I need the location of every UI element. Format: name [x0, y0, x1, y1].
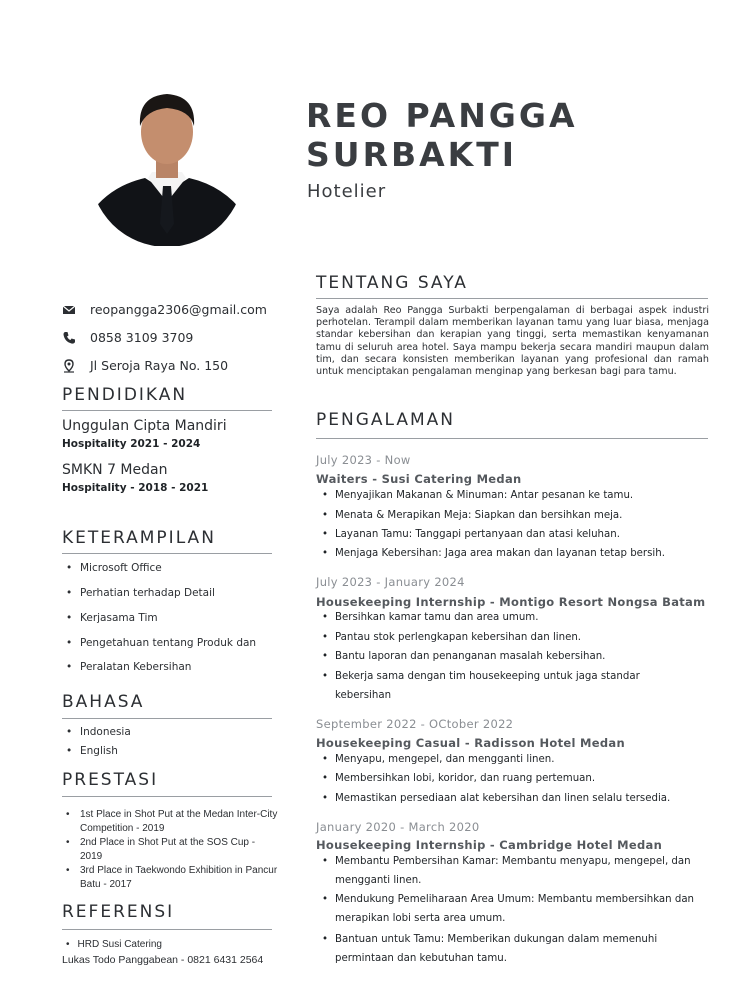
phone-icon [62, 331, 76, 345]
job-bullet [322, 930, 694, 968]
phone-text: 0858 3109 3709 [90, 330, 194, 345]
language-label: • English [80, 745, 118, 757]
reference-person: Lukas Todo Panggabean - 0821 6431 2564 [62, 954, 264, 966]
location-pin-icon [62, 359, 76, 373]
about-heading: TENTANG SAYA [316, 273, 468, 293]
skills-heading: KETERAMPILAN [62, 528, 216, 548]
achievement-label: • 2nd Place in Shot Put at the SOS Cup - 2019 [80, 837, 256, 862]
email-text: reopangga2306@gmail.com [90, 302, 267, 317]
job-bullet [322, 628, 707, 647]
job-title-3: Housekeeping Casual - Radisson Hotel Medan [316, 736, 625, 750]
job-bullet-text: • Menyajikan Makanan & Minuman: Antar pesanan ke tamu. [335, 490, 634, 501]
job-bullet-text: • Bekerja sama dengan tim housekeeping untuk jaga standar kebersihan [335, 671, 640, 701]
job-period-4: January 2020 - March 2020 [316, 820, 480, 834]
candidate-name [306, 96, 706, 174]
email-icon [62, 303, 76, 317]
skill-label: • Peralatan Kebersihan [80, 661, 192, 673]
job-bullet [322, 506, 707, 525]
job-bullet-text: • Layanan Tamu: Tanggapi pertanyaan dan atasi keluhan. [335, 529, 620, 540]
education-heading: PENDIDIKAN [62, 385, 188, 405]
skill-label: • Pengetahuan tentang Produk dan [80, 637, 257, 649]
job-bullet-text: • Mendukung Pemeliharaan Area Umum: Membantu membersihkan dan merapikan lobi serta area umum. [335, 894, 695, 924]
job-bullet-text: • Membantu Pembersihan Kamar: Membantu menyapu, mengepel, dan mengganti linen. [335, 856, 691, 886]
profile-photo [90, 74, 244, 246]
job-bullet [322, 667, 682, 705]
languages-divider [62, 718, 272, 719]
education-school-1: Unggulan Cipta Mandiri [62, 418, 227, 434]
achievement-label: • 1st Place in Shot Put at the Medan Inter-City Competition - 2019 [80, 809, 278, 834]
job-bullet-text: • Menyapu, mengepel, dan mengganti linen. [335, 754, 555, 765]
name-line-1: REO PANGGA [306, 96, 578, 135]
job-bullet-text: • Menjaga Kebersihan: Jaga area makan dan layanan tetap bersih. [335, 548, 665, 559]
job-bullet [322, 769, 707, 788]
job-bullet-text: • Bantuan untuk Tamu: Memberikan dukungan dalam memenuhi permintaan dan kebutuhan tamu. [335, 934, 658, 964]
job-role: Hotelier [307, 181, 387, 202]
achievement-item [66, 836, 278, 864]
achievement-item [66, 808, 278, 836]
address-text: Jl Seroja Raya No. 150 [90, 358, 229, 373]
references-heading: REFERENSI [62, 902, 175, 922]
education-program-2: Hospitality - 2018 - 2021 [62, 482, 209, 494]
achievements-divider [62, 796, 272, 797]
job-bullet [322, 608, 707, 627]
person-portrait-icon [90, 74, 244, 246]
job-period-1: July 2023 - Now [316, 453, 411, 467]
achievement-label: • 3rd Place in Taekwondo Exhibition in Pancur Batu - 2017 [80, 865, 278, 890]
job-bullet [322, 852, 692, 890]
job-bullet-text: • Bersihkan kamar tamu dan area umum. [335, 612, 539, 623]
contact-phone[interactable] [62, 330, 193, 345]
language-label: • Indonesia [80, 726, 131, 738]
about-divider [316, 298, 708, 299]
job-title-1: Waiters - Susi Catering Medan [316, 472, 522, 486]
job-bullet-text: • Pantau stok perlengkapan kebersihan dan linen. [335, 632, 582, 643]
references-divider [62, 929, 272, 930]
skill-item [66, 612, 276, 624]
job-title-4: Housekeeping Internship - Cambridge Hotel Medan [316, 838, 663, 852]
language-item [66, 745, 276, 757]
job-bullet-text: • Membersihkan lobi, koridor, dan ruang pertemuan. [335, 773, 596, 784]
job-bullet [322, 544, 707, 563]
language-item [66, 726, 276, 738]
contact-email[interactable] [62, 302, 267, 317]
skill-label: • Perhatian terhadap Detail [80, 587, 215, 599]
skill-item [66, 587, 276, 599]
job-bullet-text: • Menata & Merapikan Meja: Siapkan dan bersihkan meja. [335, 510, 623, 521]
education-divider [62, 410, 272, 411]
achievements-heading: PRESTASI [62, 770, 159, 790]
education-school-2: SMKN 7 Medan [62, 462, 168, 478]
skill-item [66, 637, 276, 649]
job-title-2: Housekeeping Internship - Montigo Resort Nongsa Batam [316, 595, 706, 609]
job-period-2: July 2023 - January 2024 [316, 575, 465, 589]
skill-item-continued [66, 661, 276, 673]
education-program-1: Hospitality 2021 - 2024 [62, 438, 201, 450]
achievement-item [66, 864, 278, 892]
about-text: Saya adalah Reo Pangga Surbakti berpengalaman di berbagai aspek industri perhotelan. Terampil dalam memberikan layanan tamu yang luar biasa, menjaga standar kebersihan dan kerapian yang tinggi, serta memastikan kenyamanan tamu di seluruh area hotel. Saya mampu bekerja secara mandiri maupun dalam tim, dan secara konsisten memberikan layanan yang profesional dan ramah untuk menciptakan pengalaman menginap yang berkesan bagi para tamu. [316, 305, 709, 378]
experience-heading: PENGALAMAN [316, 410, 456, 430]
contact-address [62, 358, 228, 373]
job-bullet [322, 750, 707, 769]
languages-heading: BAHASA [62, 692, 145, 712]
job-bullet-text: • Memastikan persediaan alat kebersihan dan linen selalu tersedia. [335, 793, 671, 804]
job-bullet [322, 486, 707, 505]
skill-item [66, 562, 276, 574]
reference-org: • HRD Susi Catering [66, 939, 162, 950]
name-line-2: SURBAKTI [306, 135, 518, 174]
job-bullet [322, 647, 707, 666]
job-bullet [322, 890, 707, 928]
skill-label: • Kerjasama Tim [80, 612, 158, 624]
job-bullet [322, 789, 707, 808]
job-bullet [322, 525, 707, 544]
skill-label: • Microsoft Office [80, 562, 162, 574]
experience-divider [316, 438, 708, 439]
job-bullet-text: • Bantu laporan dan penanganan masalah kebersihan. [335, 651, 606, 662]
skills-divider [62, 553, 272, 554]
job-period-3: September 2022 - OCtober 2022 [316, 717, 514, 731]
